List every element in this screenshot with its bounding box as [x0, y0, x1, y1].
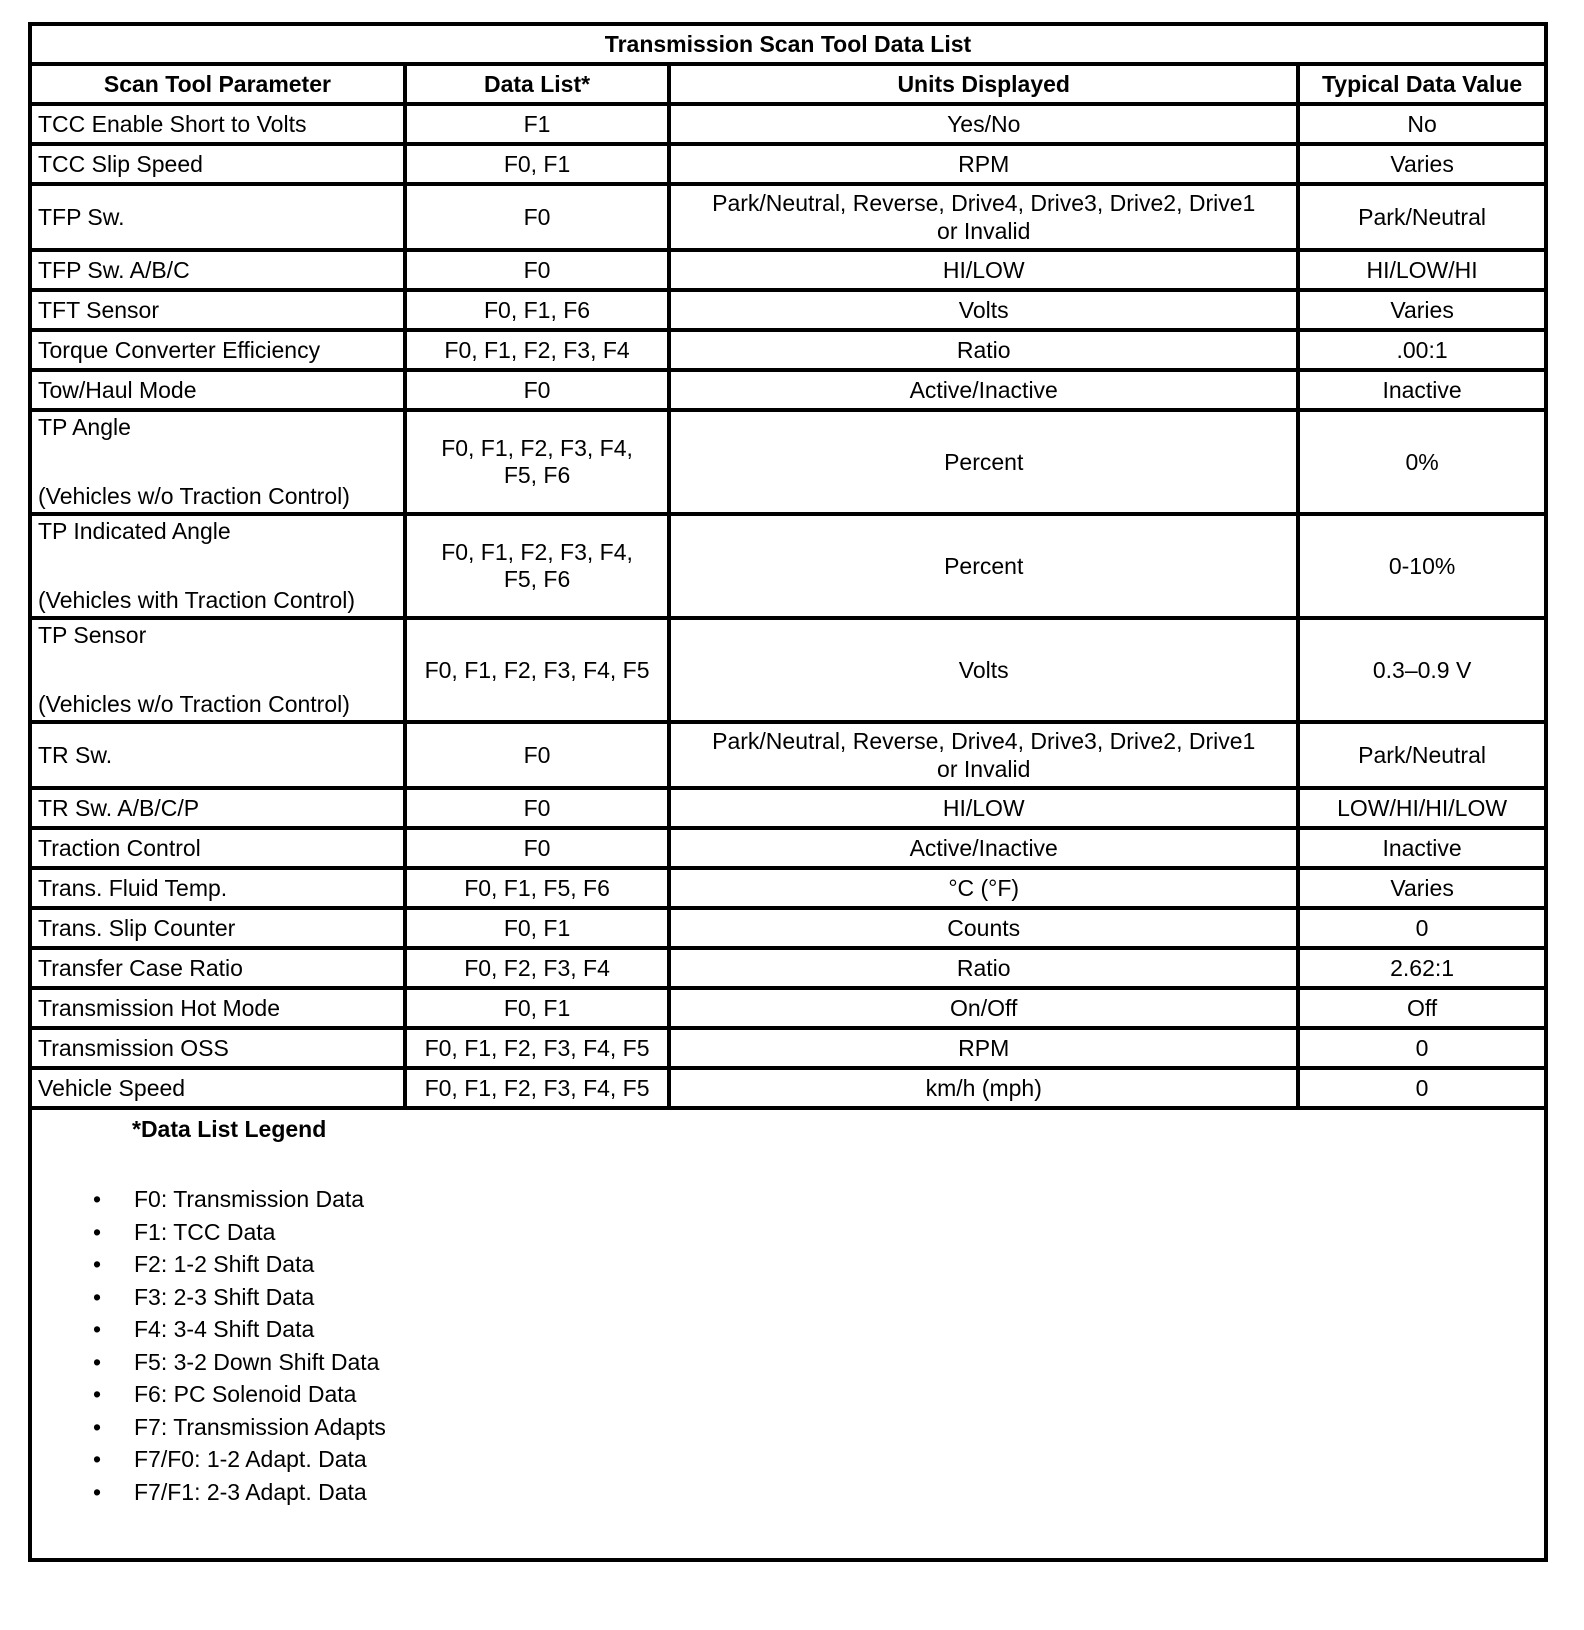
param-name: TP Angle [38, 414, 131, 440]
data-list-line: F0, F1, F2, F3, F4, [441, 539, 633, 565]
data-list-cell: F0, F1 [405, 988, 669, 1028]
param-cell: Tow/Haul Mode [30, 370, 405, 410]
legend-item [90, 1216, 386, 1249]
legend-cell [30, 1108, 1546, 1560]
legend-item-text: F1: TCC Data [134, 1218, 276, 1245]
legend-item [90, 1378, 386, 1411]
value-cell: HI/LOW/HI [1298, 250, 1546, 290]
value-cell: .00:1 [1298, 330, 1546, 370]
table-row [30, 908, 1546, 948]
value-cell: 0% [1298, 410, 1546, 514]
param-cell [30, 410, 405, 514]
data-list-cell: F0, F1, F5, F6 [405, 868, 669, 908]
table-row [30, 250, 1546, 290]
value-cell: Off [1298, 988, 1546, 1028]
table-row [30, 988, 1546, 1028]
value-cell: Varies [1298, 290, 1546, 330]
data-list-cell: F0 [405, 184, 669, 250]
header-data-list: Data List* [405, 64, 669, 104]
table-row [30, 868, 1546, 908]
units-cell [669, 722, 1298, 788]
data-list-cell [405, 514, 669, 618]
bullet-icon: • [92, 1478, 102, 1505]
data-list-line: F0, F1, F2, F3, F4, [441, 435, 633, 461]
param-cell: Trans. Fluid Temp. [30, 868, 405, 908]
param-cell [30, 618, 405, 722]
units-line: Park/Neutral, Reverse, Drive4, Drive3, Drive2, Drive1 [712, 190, 1256, 216]
value-cell: Varies [1298, 868, 1546, 908]
value-cell: No [1298, 104, 1546, 144]
value-cell: 2.62:1 [1298, 948, 1546, 988]
data-list-cell: F0 [405, 828, 669, 868]
header-parameter: Scan Tool Parameter [30, 64, 405, 104]
legend-item-text: F6: PC Solenoid Data [134, 1381, 357, 1407]
units-cell: Volts [669, 618, 1298, 722]
data-list-cell: F0, F1, F2, F3, F4, F5 [405, 1068, 669, 1108]
table-row [30, 370, 1546, 410]
legend-item-text: F4: 3-4 Shift Data [134, 1316, 315, 1342]
table-row [30, 104, 1546, 144]
data-list-document [28, 22, 1548, 1562]
value-cell: 0-10% [1298, 514, 1546, 618]
table-row [30, 722, 1546, 788]
header-row [30, 64, 1546, 104]
param-note: (Vehicles with Traction Control) [38, 587, 356, 613]
legend-item-text: F3: 2-3 Shift Data [134, 1283, 315, 1310]
units-line: Park/Neutral, Reverse, Drive4, Drive3, Drive2, Drive1 [712, 728, 1256, 754]
data-list-cell: F0 [405, 788, 669, 828]
units-cell: HI/LOW [669, 250, 1298, 290]
table-row [30, 330, 1546, 370]
table-row [30, 1028, 1546, 1068]
data-list-cell: F0, F1 [405, 908, 669, 948]
legend-item-text: F0: Transmission Data [134, 1186, 365, 1212]
value-cell: Inactive [1298, 370, 1546, 410]
legend-list [90, 1183, 386, 1508]
legend-item [90, 1313, 386, 1346]
param-cell: Transmission Hot Mode [30, 988, 405, 1028]
units-cell: km/h (mph) [669, 1068, 1298, 1108]
units-line: or Invalid [937, 756, 1031, 782]
units-cell: HI/LOW [669, 788, 1298, 828]
table-row [30, 514, 1546, 618]
table-row [30, 828, 1546, 868]
param-cell: Trans. Slip Counter [30, 908, 405, 948]
legend-item [90, 1443, 386, 1476]
bullet-icon: • [92, 1413, 102, 1440]
bullet-icon: • [92, 1283, 102, 1310]
bullet-icon: • [92, 1316, 102, 1342]
data-list-cell: F0, F1, F2, F3, F4 [405, 330, 669, 370]
legend-item [90, 1183, 386, 1216]
header-typical-value: Typical Data Value [1298, 64, 1546, 104]
value-cell: 0 [1298, 1028, 1546, 1068]
legend-row [30, 1108, 1546, 1560]
value-cell: Park/Neutral [1298, 722, 1546, 788]
param-cell: TFT Sensor [30, 290, 405, 330]
param-cell: Transmission OSS [30, 1028, 405, 1068]
units-cell: Active/Inactive [669, 370, 1298, 410]
param-cell: Traction Control [30, 828, 405, 868]
table-row [30, 788, 1546, 828]
value-cell: 0 [1298, 1068, 1546, 1108]
param-cell: Torque Converter Efficiency [30, 330, 405, 370]
table-title: Transmission Scan Tool Data List [30, 24, 1546, 64]
table-row [30, 290, 1546, 330]
units-cell: Ratio [669, 330, 1298, 370]
legend-item-text: F7: Transmission Adapts [134, 1413, 386, 1440]
bullet-icon: • [92, 1186, 102, 1212]
legend-title: *Data List Legend [132, 1116, 327, 1142]
legend-item-text: F5: 3-2 Down Shift Data [134, 1348, 380, 1375]
legend-item [90, 1411, 386, 1444]
data-list-line: F5, F6 [503, 462, 571, 488]
value-cell: Inactive [1298, 828, 1546, 868]
bullet-icon: • [92, 1218, 102, 1245]
bullet-icon: • [92, 1381, 102, 1407]
units-cell [669, 184, 1298, 250]
header-units: Units Displayed [669, 64, 1298, 104]
table-row [30, 948, 1546, 988]
units-cell: Ratio [669, 948, 1298, 988]
units-cell: Yes/No [669, 104, 1298, 144]
table-row [30, 1068, 1546, 1108]
param-note: (Vehicles w/o Traction Control) [38, 483, 350, 509]
data-list-cell: F1 [405, 104, 669, 144]
data-list-cell: F0, F1, F2, F3, F4, F5 [405, 618, 669, 722]
legend-item-text: F7/F0: 1-2 Adapt. Data [134, 1446, 367, 1472]
data-list-cell: F0, F1 [405, 144, 669, 184]
units-cell: Percent [669, 410, 1298, 514]
param-cell: TR Sw. [30, 722, 405, 788]
param-cell: TCC Slip Speed [30, 144, 405, 184]
units-cell: RPM [669, 1028, 1298, 1068]
legend-item-text: F7/F1: 2-3 Adapt. Data [134, 1478, 367, 1505]
param-cell: TFP Sw. [30, 184, 405, 250]
data-list-cell: F0, F1, F2, F3, F4, F5 [405, 1028, 669, 1068]
data-list-cell: F0 [405, 370, 669, 410]
legend-item [90, 1476, 386, 1509]
units-cell: Active/Inactive [669, 828, 1298, 868]
param-note: (Vehicles w/o Traction Control) [38, 691, 350, 717]
value-cell: 0 [1298, 908, 1546, 948]
legend-item-text: F2: 1-2 Shift Data [134, 1251, 315, 1277]
data-list-line: F5, F6 [503, 566, 571, 592]
param-cell [30, 514, 405, 618]
legend-item [90, 1346, 386, 1379]
bullet-icon: • [92, 1251, 102, 1277]
scan-tool-data-table [28, 22, 1548, 1562]
value-cell: LOW/HI/HI/LOW [1298, 788, 1546, 828]
param-cell: TR Sw. A/B/C/P [30, 788, 405, 828]
units-line: or Invalid [937, 218, 1031, 244]
data-list-cell: F0 [405, 250, 669, 290]
param-cell: TFP Sw. A/B/C [30, 250, 405, 290]
data-list-cell: F0, F2, F3, F4 [405, 948, 669, 988]
data-list-cell [405, 410, 669, 514]
units-cell: RPM [669, 144, 1298, 184]
value-cell: Park/Neutral [1298, 184, 1546, 250]
units-cell: Counts [669, 908, 1298, 948]
param-name: TP Sensor [38, 622, 147, 648]
table-row [30, 618, 1546, 722]
units-cell: °C (°F) [669, 868, 1298, 908]
param-cell: Transfer Case Ratio [30, 948, 405, 988]
legend-item [90, 1248, 386, 1281]
bullet-icon: • [92, 1446, 102, 1472]
table-row [30, 410, 1546, 514]
data-list-cell: F0, F1, F6 [405, 290, 669, 330]
units-cell: On/Off [669, 988, 1298, 1028]
param-cell: TCC Enable Short to Volts [30, 104, 405, 144]
units-cell: Percent [669, 514, 1298, 618]
units-cell: Volts [669, 290, 1298, 330]
bullet-icon: • [92, 1348, 102, 1375]
param-name: TP Indicated Angle [38, 518, 231, 544]
table-row [30, 184, 1546, 250]
value-cell: Varies [1298, 144, 1546, 184]
data-list-cell: F0 [405, 722, 669, 788]
value-cell: 0.3–0.9 V [1298, 618, 1546, 722]
table-row [30, 144, 1546, 184]
legend-item [90, 1281, 386, 1314]
param-cell: Vehicle Speed [30, 1068, 405, 1108]
